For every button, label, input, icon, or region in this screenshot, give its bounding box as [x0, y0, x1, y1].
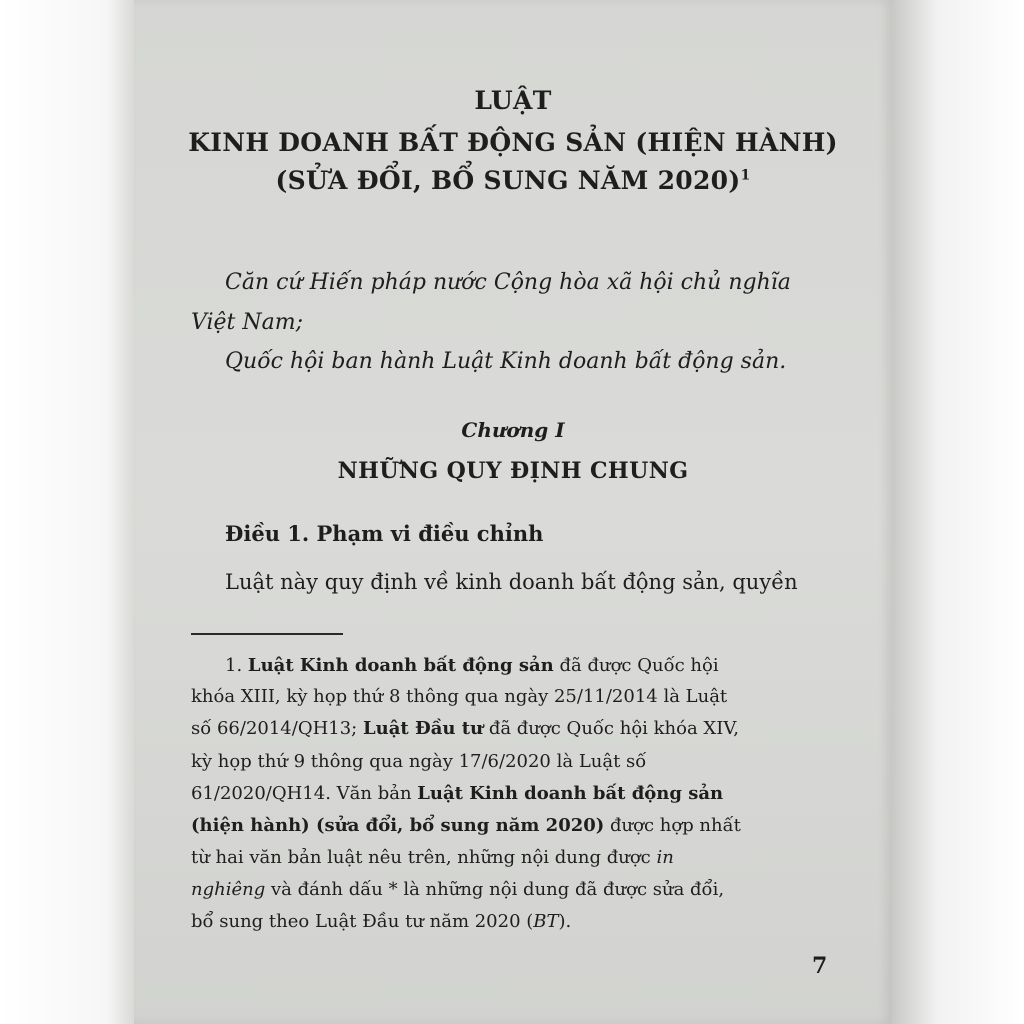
footnote-text: số 66/2014/QH13;	[191, 718, 363, 739]
preamble-line3: Quốc hội ban hành Luật Kinh doanh bất động sản.	[225, 349, 787, 374]
footnote-italic-text: nghiêng	[191, 879, 266, 900]
footnote-text: 61/2020/QH14. Văn bản	[191, 783, 418, 804]
left-margin	[0, 0, 134, 1024]
law-title-line3	[134, 166, 892, 195]
right-margin	[892, 0, 1024, 1024]
footnote-text: đã được Quốc hội	[553, 655, 719, 676]
footnote-line5	[191, 783, 723, 804]
footnote-bold-text: Luật Kinh doanh bất động sản	[417, 783, 724, 804]
footnote-italic-text: BT	[533, 911, 559, 932]
law-title-line1: LUẬT	[474, 86, 552, 115]
preamble-line2: Việt Nam;	[191, 310, 304, 335]
footnote-line8	[191, 879, 724, 900]
footnote-text: và đánh dấu * là những nội dung đã được sửa đổi,	[265, 879, 725, 900]
footnote-bold-text: Luật Kinh doanh bất động sản	[247, 655, 554, 676]
footnote-italic-text: in	[656, 847, 674, 868]
chapter-number: Chương I	[461, 418, 565, 442]
footnote-divider	[191, 633, 343, 635]
footnote-line4: kỳ họp thứ 9 thông qua ngày 17/6/2020 là Luật số	[191, 751, 647, 772]
footnote-bold-text: (hiện hành) (sửa đổi, bổ sung năm 2020)	[191, 815, 605, 836]
article-heading: Điều 1. Phạm vi điều chỉnh	[225, 521, 544, 546]
footnote-number: 1.	[225, 655, 248, 676]
footnote-line9	[191, 911, 571, 932]
footnote-line3	[191, 718, 739, 739]
law-title-line3-text: (SỬA ĐỔI, BỔ SUNG NĂM 2020)	[275, 166, 741, 195]
footnote-text: được hợp nhất	[604, 815, 741, 836]
footnote-line7	[191, 847, 674, 868]
chapter-title: NHỮNG QUY ĐỊNH CHUNG	[337, 458, 689, 484]
law-title-line2: KINH DOANH BẤT ĐỘNG SẢN (HIỆN HÀNH)	[188, 128, 838, 157]
footnote-text: đã được Quốc hội khóa XIV,	[483, 718, 739, 739]
page-number: 7	[812, 953, 828, 979]
preamble-line1: Căn cứ Hiến pháp nước Cộng hòa xã hội chủ nghĩa	[225, 270, 791, 295]
footnote-text: ).	[558, 911, 572, 932]
footnote-text: bổ sung theo Luật Đầu tư năm 2020 (	[191, 911, 534, 932]
footnote-marker: 1	[740, 167, 751, 184]
book-page	[134, 0, 892, 1024]
footnote-line6	[191, 815, 741, 836]
footnote-line2: khóa XIII, kỳ họp thứ 8 thông qua ngày 25/11/2014 là Luật	[191, 686, 728, 707]
footnote-bold-text: Luật Đầu tư	[362, 718, 484, 739]
footnote-line1	[225, 655, 719, 676]
article-text: Luật này quy định về kinh doanh bất động sản, quyền	[225, 570, 798, 594]
footnote-text: từ hai văn bản luật nêu trên, những nội dung được	[191, 847, 657, 868]
